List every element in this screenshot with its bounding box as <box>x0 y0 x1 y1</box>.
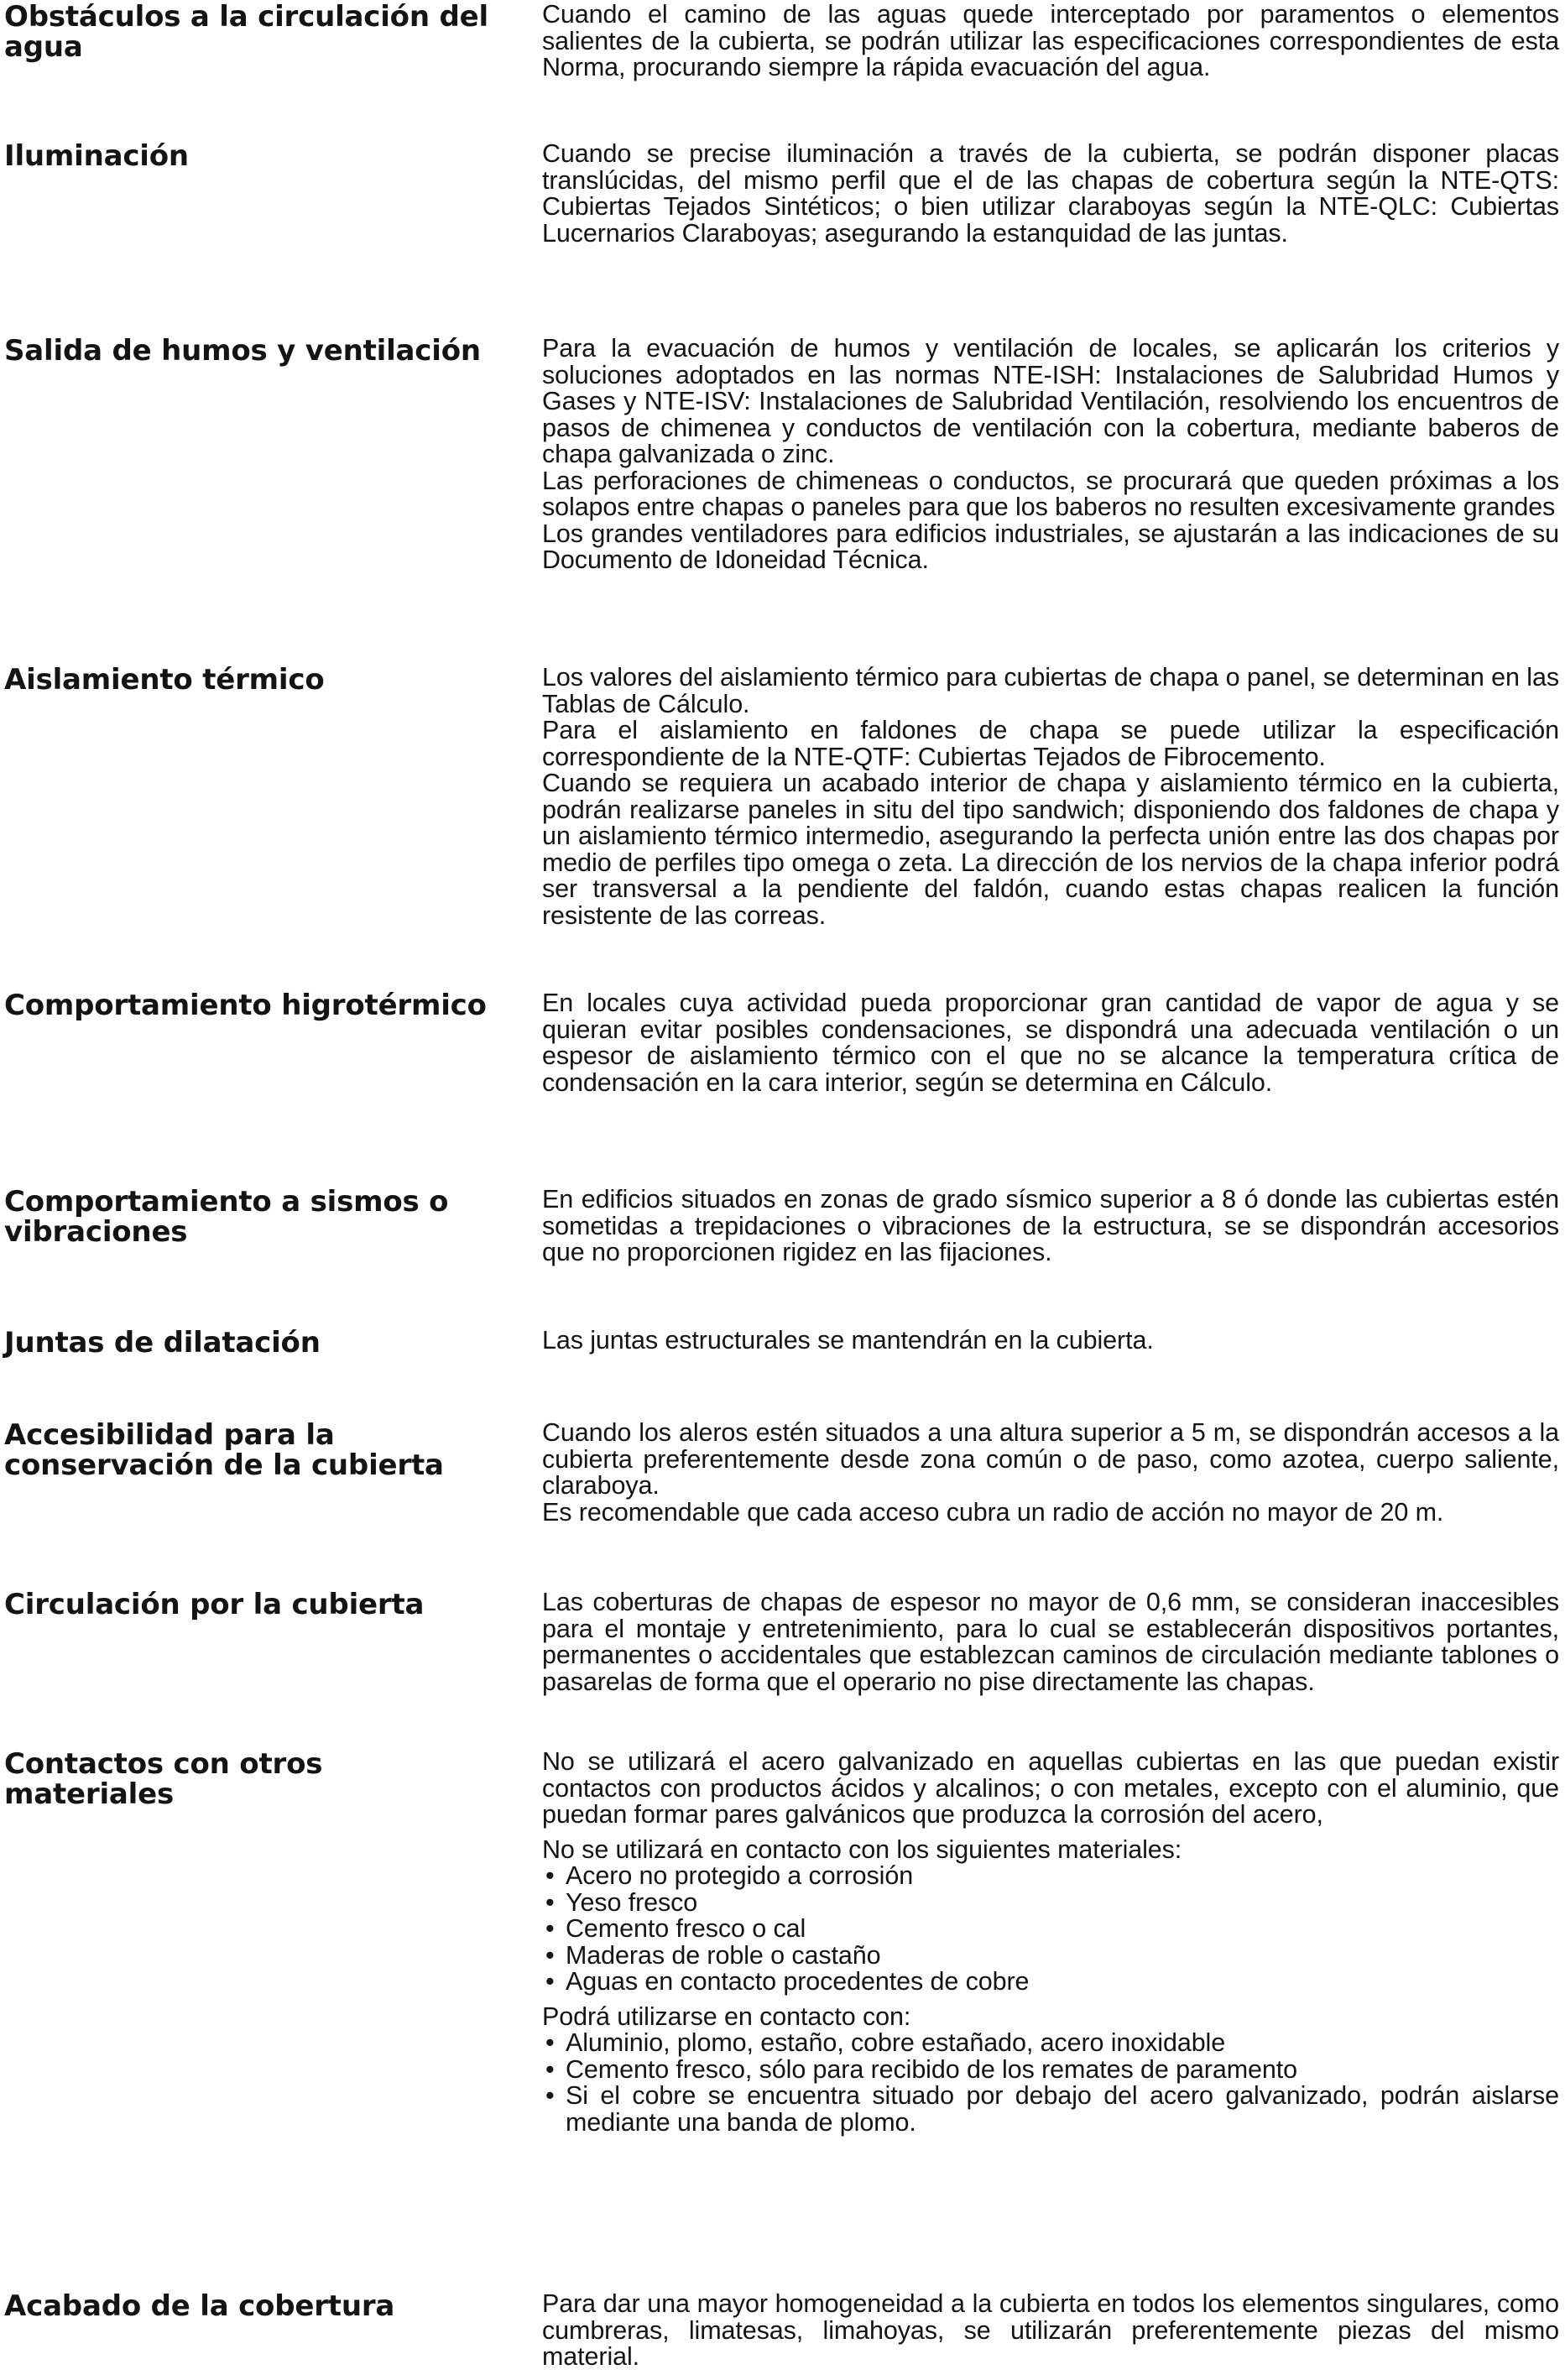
section-heading: Aislamiento térmico <box>4 663 325 697</box>
list-intro: Podrá utilizarse en contacto con: <box>542 2002 911 2031</box>
incompatible-materials-list <box>542 1863 1559 1996</box>
paragraph: Los grandes ventiladores para edificios industriales, se ajustarán a las indicaciones de su Documento de Idoneidad Técnica. <box>542 519 1559 574</box>
paragraph: En locales cuya actividad pueda proporcionar gran cantidad de vapor de agua y se quieran evitar posibles condensaciones, se dispondrá una adecuada ventilación o un espesor de aislamiento térmico con el que no se alcance la temperatura crítica de condensación en la cara interior, según se determina en Cálculo. <box>542 989 1559 1097</box>
list-item: • Aluminio, plomo, estaño, cobre estañado, acero inoxidable <box>542 2030 1559 2057</box>
paragraph: Las juntas estructurales se mantendrán en la cubierta. <box>542 1326 1154 1354</box>
paragraph: Los valores del aislamiento térmico para cubiertas de chapa o panel, se determinan en las Tablas de Cálculo. <box>542 663 1559 718</box>
paragraph: Cuando se requiera un acabado interior de chapa y aislamiento térmico en la cubierta, podrán realizarse paneles in situ del tipo sandwich; disponiendo dos faldones de chapa y un aislamiento térmico intermedio, asegurando la perfecta unión entre las dos chapas por medio de perfiles tipo omega o zeta. La dirección de los nervios de la chapa inferior podrá ser transversal a la pendiente del faldón, cuando estas chapas realicen la función resistente de las correas. <box>542 769 1559 930</box>
section-body <box>542 336 1559 574</box>
paragraph: Las coberturas de chapas de espesor no mayor de 0,6 mm, se consideran inaccesibles para el montaje y entretenimiento, para lo cual se establecerán dispositivos portantes, permanentes o accidentales que establezcan caminos de circulación mediante tablones o pasarelas de forma que el operario no pise directamente las chapas. <box>542 1588 1559 1696</box>
section-body <box>542 2291 1559 2371</box>
section-body <box>542 990 1559 1096</box>
list-item: • Aguas en contacto procedentes de cobre <box>542 1969 1559 1996</box>
section-heading: Accesibilidad para la conservación de la cubierta <box>4 1418 444 1482</box>
list-intro: No se utilizará en contacto con los siguientes materiales: <box>542 1835 1182 1864</box>
section-heading: Comportamiento a sismos o vibraciones <box>4 1185 449 1249</box>
section-body <box>542 141 1559 247</box>
list-item: • Si el cobre se encuentra situado por debajo del acero galvanizado, podrán aislarse mediante una banda de plomo. <box>542 2083 1559 2136</box>
section-body <box>542 1420 1559 1526</box>
paragraph: Para dar una mayor homogeneidad a la cubierta en todos los elementos singulares, como cumbreras, limatesas, limahoyas, se utilizarán preferentemente piezas del mismo material. <box>542 2289 1559 2371</box>
section-heading: Iluminación <box>4 139 189 173</box>
section-heading: Circulación por la cubierta <box>4 1588 425 1621</box>
paragraph: Cuando el camino de las aguas quede interceptado por paramentos o elementos salientes de la cubierta, se podrán utilizar las especificaciones correspondientes de esta Norma, procurando siempre la rápida evacuación del agua. <box>542 0 1559 81</box>
paragraph: Es recomendable que cada acceso cubra un radio de acción no mayor de 20 m. <box>542 1497 1444 1527</box>
list-item: • Yeso fresco <box>542 1890 1559 1917</box>
section-body <box>542 665 1559 929</box>
list-item: • Acero no protegido a corrosión <box>542 1863 1559 1890</box>
section-body <box>542 1589 1559 1695</box>
section-heading: Contactos con otros materiales <box>4 1747 323 1811</box>
paragraph: En edificios situados en zonas de grado sísmico superior a 8 ó donde las cubiertas estén sometidas a trepidaciones o vibraciones de la estructura, se se dispondrán accesorios que no proporcionen rigidez en las fijaciones. <box>542 1185 1559 1266</box>
paragraph: No se utilizará el acero galvanizado en aquellas cubiertas en las que puedan existir contactos con productos ácidos y alcalinos; o con metales, excepto con el aluminio, que puedan formar pares galvánicos que produzca la corrosión del acero, <box>542 1747 1559 1829</box>
compatible-materials-list <box>542 2030 1559 2136</box>
list-item: • Cemento fresco, sólo para recibido de los remates de paramento <box>542 2057 1559 2084</box>
section-heading: Comportamiento higrotérmico <box>4 989 487 1022</box>
paragraph: Cuando se precise iluminación a través de la cubierta, se podrán disponer placas translúcidas, del mismo perfil que el de las chapas de cobertura según la NTE-QTS: Cubiertas Tejados Sintéticos; o bien utilizar claraboyas según la NTE-QLC: Cubiertas Lucernarios Claraboyas; asegurando la estanquidad de las juntas. <box>542 139 1559 248</box>
paragraph: Para la evacuación de humos y ventilación de locales, se aplicarán los criterios y soluciones adoptados en las normas NTE-ISH: Instalaciones de Salubridad Humos y Gases y NTE-ISV: Instalaciones de Salubridad Ventilación, resolviendo los encuentros de pasos de chimenea y conductos de ventilación con la cobertura, mediante baberos de chapa galvanizada o zinc. <box>542 334 1559 468</box>
list-item: • Cemento fresco o cal <box>542 1916 1559 1943</box>
list-item: • Maderas de roble o castaño <box>542 1943 1559 1970</box>
section-heading: Juntas de dilatación <box>4 1326 321 1360</box>
section-heading: Obstáculos a la circulación del agua <box>4 0 488 64</box>
section-body <box>542 1328 1559 1354</box>
paragraph: Cuando los aleros estén situados a una altura superior a 5 m, se dispondrán accesos a la cubierta preferentemente desde zona común o de paso, como azotea, cuerpo saliente, claraboya. <box>542 1418 1559 1500</box>
section-body <box>542 1187 1559 1266</box>
section-heading: Salida de humos y ventilación <box>4 334 481 368</box>
paragraph: Para el aislamiento en faldones de chapa se puede utilizar la especificación correspondiente de la NTE-QTF: Cubiertas Tejados de Fibrocemento. <box>542 716 1559 771</box>
section-body <box>542 2 1559 81</box>
section-heading: Acabado de la cobertura <box>4 2289 395 2323</box>
section-body <box>542 1749 1559 2136</box>
paragraph: Las perforaciones de chimeneas o conductos, se procurará que queden próximas a los solapos entre chapas o paneles para que los baberos no resulten excesivamente grandes <box>542 466 1559 521</box>
